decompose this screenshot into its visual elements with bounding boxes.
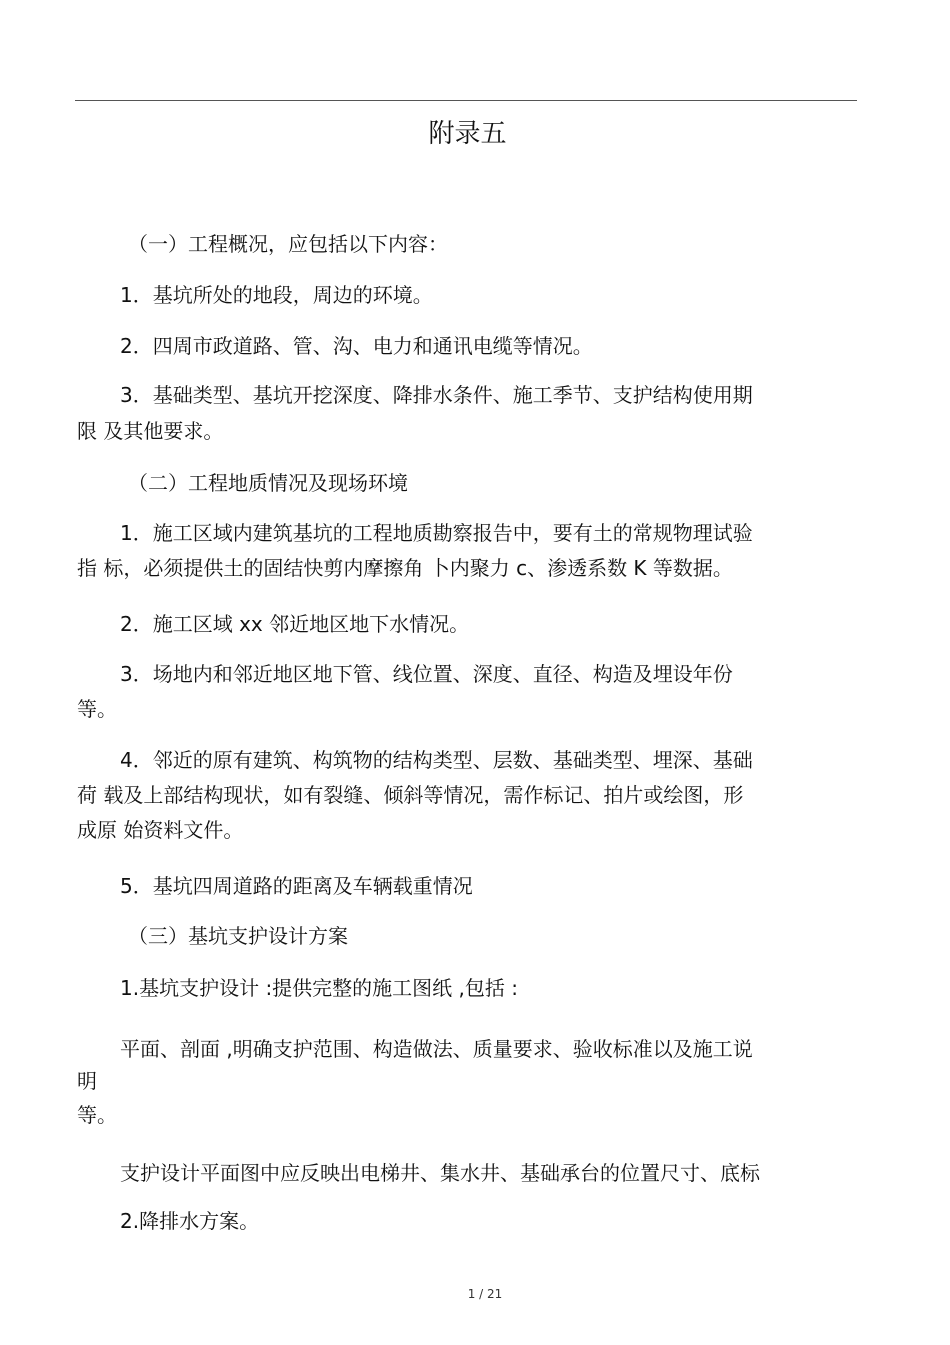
paragraph-line: 3．基础类型、基坑开挖深度、降排水条件、施工季节、支护结构使用期 [120,383,753,407]
paragraph-line: 5．基坑四周道路的距离及车辆载重情况 [120,874,473,898]
paragraph-line: 限 及其他要求。 [77,419,224,443]
paragraph-line: 平面、剖面 ,明确支护范围、构造做法、质量要求、验收标准以及施工说 [120,1037,753,1061]
page-number: 1 / 21 [467,1287,503,1301]
paragraph-line: 1．基坑所处的地段，周边的环境。 [120,283,433,307]
paragraph-line: 指 标，必须提供土的固结快剪内摩擦角 卜内聚力 c、渗透系数 K 等数据。 [77,556,733,580]
paragraph-line: 明 [77,1069,97,1093]
paragraph-line: 1.基坑支护设计 :提供完整的施工图纸 ,包括 : [120,976,518,1000]
paragraph-line: 等。 [77,1103,117,1127]
paragraph-line: 成原 始资料文件。 [77,818,244,842]
header-rule [75,100,857,101]
paragraph-line: 荷 载及上部结构现状，如有裂缝、倾斜等情况，需作标记、拍片或绘图，形 [77,783,744,807]
paragraph-line: 3．场地内和邻近地区地下管、线位置、深度、直径、构造及埋设年份 [120,662,733,686]
paragraph-line: 2．施工区域 xx 邻近地区地下水情况。 [120,612,470,636]
paragraph-line: 1．施工区域内建筑基坑的工程地质勘察报告中，要有土的常规物理试验 [120,521,753,545]
paragraph-line: 支护设计平面图中应反映出电梯井、集水井、基础承台的位置尺寸、底标 [120,1161,760,1185]
section-heading-2: （二）工程地质情况及现场环境 [128,471,408,495]
paragraph-line: 等。 [77,697,117,721]
paragraph-line: 2.降排水方案。 [120,1209,260,1233]
paragraph-line: 4．邻近的原有建筑、构筑物的结构类型、层数、基础类型、埋深、基础 [120,748,753,772]
section-heading-1: （一）工程概况，应包括以下内容： [128,232,448,256]
page-title: 附录五 [428,119,507,149]
section-heading-3: （三）基坑支护设计方案 [128,924,348,948]
paragraph-line: 2．四周市政道路、管、沟、电力和通讯电缆等情况。 [120,334,593,358]
